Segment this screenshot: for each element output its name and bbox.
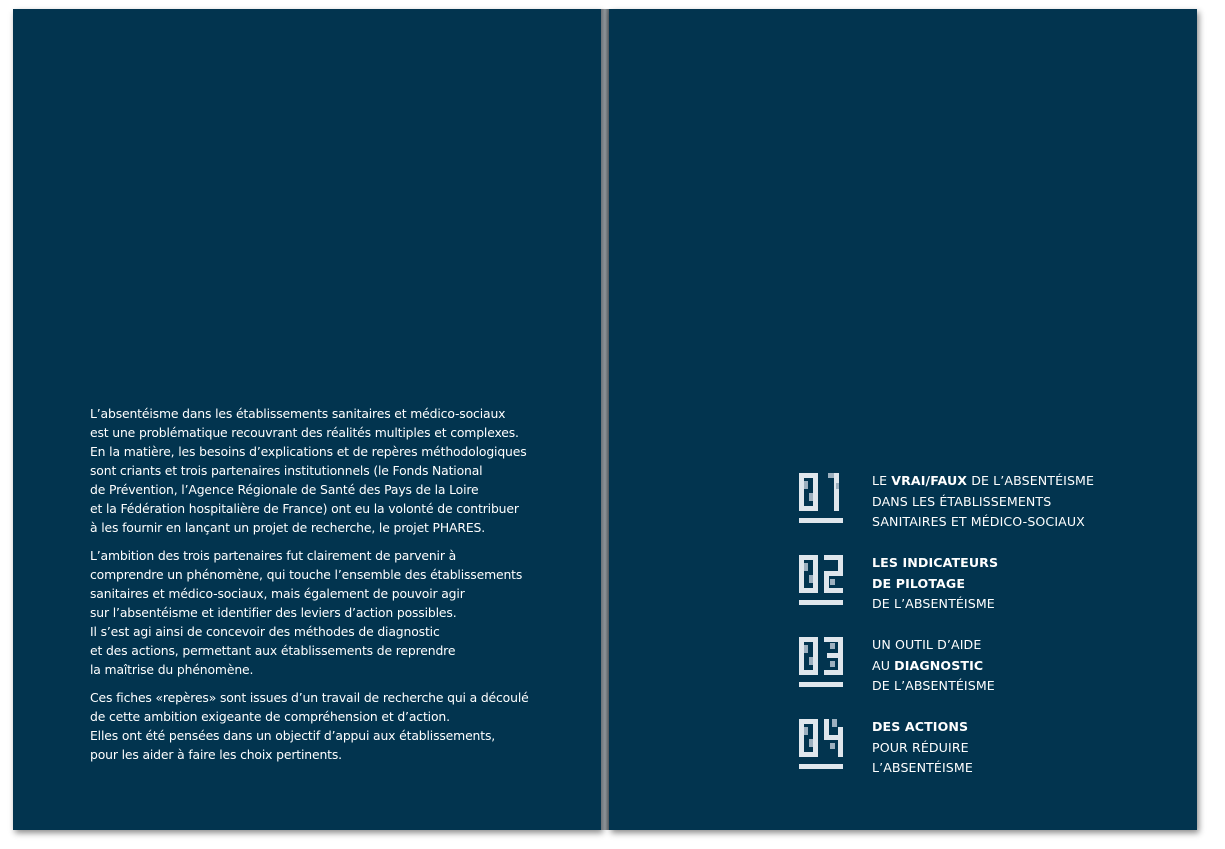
intro-line: comprendre un phénomène, qui touche l’ensemble des établissements [90,567,523,582]
toc-title-segment: DE L’ABSENTÉISME [872,678,995,693]
intro-line: sanitaires et médico-sociaux, mais également de pouvoir agir [90,586,465,601]
spine [601,9,609,830]
toc-title-segment: POUR RÉDUIRE [872,739,969,755]
toc-title-segment: LE [872,473,892,488]
intro-paragraph [90,404,560,537]
intro-line: la maîtrise du phénomène. [90,662,254,677]
toc-title-segment: UN OUTIL D’AIDE [872,637,982,652]
toc-title-segment: DANS LES ÉTABLISSEMENTS [872,493,1052,509]
toc-title-bold: DIAGNOSTIC [894,657,984,673]
toc-title-line [872,656,995,677]
intro-line: de cette ambition exigeante de compréhension et d’action. [90,709,450,724]
toc-item-02 [799,553,1159,613]
toc-title-line [872,492,1094,513]
toc-title-line [872,553,998,574]
toc-title [872,717,973,779]
intro-line: est une problématique recouvrant des réalités multiples et complexes. [90,425,519,440]
toc-title-segment: DE L’ABSENTÉISME [967,473,1095,488]
left-page [13,9,601,830]
toc-title-line [872,717,973,738]
toc-number-02 [799,553,843,609]
intro-line: sont criants et trois partenaires institutionnels (le Fonds National [90,463,483,478]
intro-text [90,404,560,773]
toc-title-line [872,758,973,779]
toc-title-segment: DE L’ABSENTÉISME [872,596,995,611]
toc-title [872,471,1094,533]
toc-title-segment: SANITAIRES ET MÉDICO-SOCIAUX [872,514,1085,529]
toc-title-bold: LES INDICATEURS [872,555,999,570]
intro-line: à les fournir en lançant un projet de recherche, le projet PHARES. [90,520,486,535]
toc-title-line [872,635,995,656]
toc-title-line [872,738,973,759]
toc-number-04 [799,717,843,773]
toc-item-04 [799,717,1159,777]
toc-title-bold: VRAI/FAUX [891,473,968,488]
toc-number-01 [799,471,843,527]
intro-line: Il s’est agi ainsi de concevoir des méthodes de diagnostic [90,624,440,639]
toc-title [872,635,995,697]
toc-item-03 [799,635,1159,695]
toc-title-segment: AU [872,657,895,673]
toc-title-bold: DES ACTIONS [872,719,969,734]
intro-line: En la matière, les besoins d’explications et de repères méthodologiques [90,444,527,459]
intro-line: et des actions, permettant aux établissements de reprendre [90,643,456,658]
toc-title [872,553,998,615]
toc-title-line [872,676,995,697]
intro-line: pour les aider à faire les choix pertinents. [90,747,342,762]
intro-line: Elles ont été pensées dans un objectif d’appui aux établissements, [90,728,496,743]
toc-title-bold: DE PILOTAGE [872,575,966,591]
toc-title-line [872,574,998,595]
intro-line: sur l’absentéisme et identifier des leviers d’action possibles. [90,605,457,620]
intro-line: et la Fédération hospitalière de France) ont eu la volonté de contribuer [90,501,519,516]
intro-line: de Prévention, l’Agence Régionale de Santé des Pays de la Loire [90,482,479,497]
toc-title-segment: L’ABSENTÉISME [872,760,973,775]
toc-title-line [872,594,998,615]
intro-paragraph [90,688,560,764]
intro-line: L’absentéisme dans les établissements sanitaires et médico-sociaux [90,406,506,421]
toc-title-line [872,512,1094,533]
right-page [609,9,1197,830]
intro-line: Ces fiches «repères» sont issues d’un travail de recherche qui a découlé [90,690,529,705]
intro-paragraph [90,546,560,679]
toc-number-03 [799,635,843,691]
toc-title-line [872,471,1094,492]
intro-line: L’ambition des trois partenaires fut clairement de parvenir à [90,548,457,563]
toc-item-01 [799,471,1159,531]
